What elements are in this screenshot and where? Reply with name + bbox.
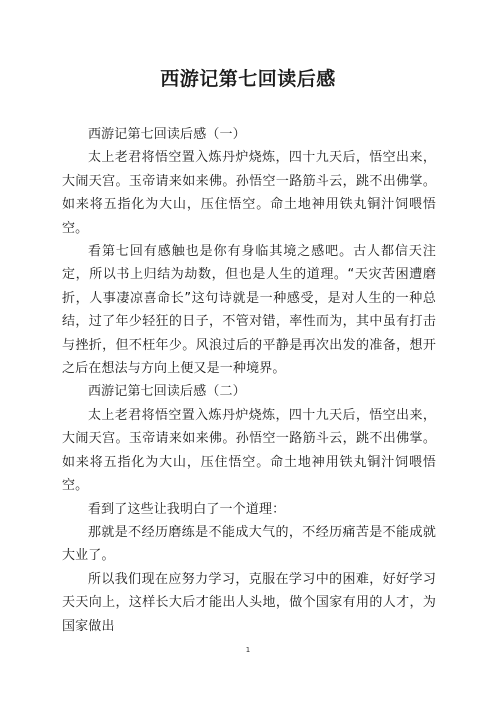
paragraph-summary-1: 太上老君将悟空置入炼丹炉烧炼，四十九天后，悟空出来，大闹天宫。玉帝请来如来佛。孙悟空一路筋斗云，跳不出佛掌。如来将五指化为大山，压住悟空。命土地神用铁丸铜汁饲喂悟空。 bbox=[62, 150, 436, 236]
section-heading-1: 西游记第七回读后感（一） bbox=[88, 127, 246, 142]
paragraph-lesson-intro: 看到了这些让我明白了一个道理： bbox=[88, 501, 286, 517]
paragraph-lesson: 那就是不经历磨练是不能成大气的，不经历痛苦是不能成就大业了。 bbox=[62, 524, 436, 564]
document-body bbox=[62, 123, 436, 638]
page-number: 1 bbox=[245, 646, 251, 654]
paragraph-summary-2: 太上老君将悟空置入炼丹炉烧炼，四十九天后，悟空出来，大闹天宫。玉帝请来如来佛。孙悟空一路筋斗云，跳不出佛掌。如来将五指化为大山，压住悟空。命土地神用铁丸铜汁饲喂悟空。 bbox=[62, 407, 436, 494]
document-title: 西游记第七回读后感 bbox=[160, 68, 336, 90]
paragraph-reflection-1: 看第七回有感触也是你有身临其境之感吧。古人都信天注定，所以书上归结为劫数，但也是人生的道理。“天灾苦困遭磨折，人事凄凉喜命长”这句诗就是一种感受，是对人生的一种总结，过了年少轻狂的日子，不管对错，率性而为，其中虽有打击与挫折，但不枉年少。风浪过后的平静是再次出发的准备，想开之后在想法与方向上便又是一种境界。 bbox=[62, 244, 436, 377]
paragraph-conclusion: 所以我们现在应努力学习，克服在学习中的困难，好好学习天天向上，这样长大后才能出人头地，做个国家有用的人才，为国家做出 bbox=[62, 571, 436, 634]
section-heading-2: 西游记第七回读后感（二） bbox=[88, 384, 246, 400]
